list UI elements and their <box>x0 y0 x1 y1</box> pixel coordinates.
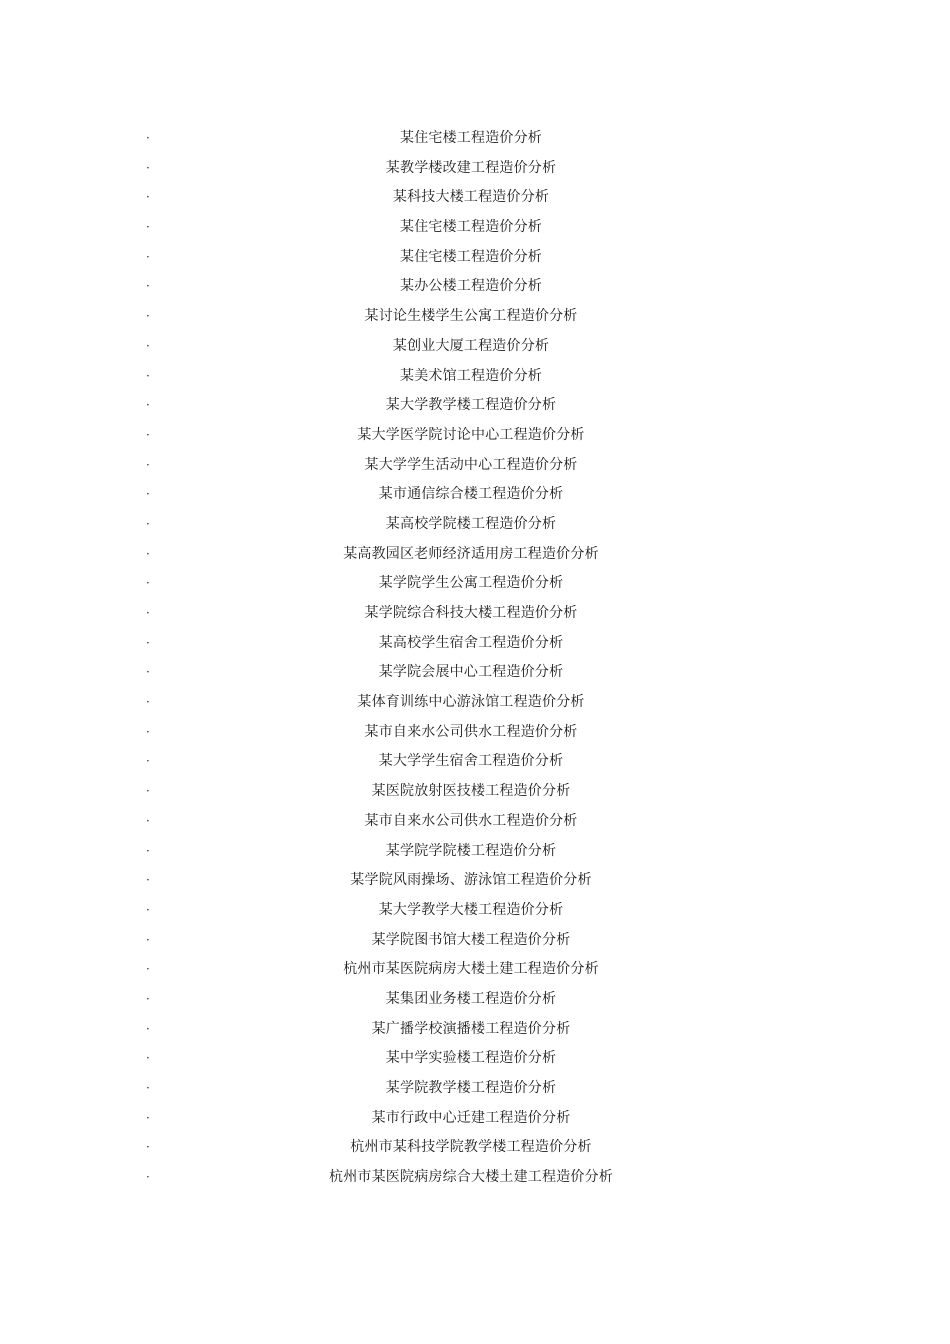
list-item <box>0 926 950 956</box>
list-item <box>0 272 950 302</box>
list-item <box>0 510 950 540</box>
list-item <box>0 1104 950 1134</box>
list-item <box>0 362 950 392</box>
project-title: 某高教园区老师经济适用房工程造价分析 <box>343 545 599 562</box>
list-item <box>0 1044 950 1074</box>
bullet-dot: · <box>146 1110 150 1125</box>
list-item <box>0 302 950 332</box>
bullet-dot: · <box>146 902 150 917</box>
list-item <box>0 955 950 985</box>
bullet-dot: · <box>146 962 150 977</box>
project-title: 某学院学院楼工程造价分析 <box>385 842 557 859</box>
bullet-dot: · <box>146 546 150 561</box>
project-title: 某学院综合科技大楼工程造价分析 <box>364 605 578 621</box>
bullet-dot: · <box>146 695 150 710</box>
project-title: 某住宅楼工程造价分析 <box>400 219 542 236</box>
list-item <box>0 1074 950 1104</box>
list-item <box>0 391 950 421</box>
project-title: 某体育训练中心游泳馆工程造价分析 <box>357 694 585 711</box>
project-title: 某讨论生楼学生公寓工程造价分析 <box>364 308 578 325</box>
project-title: 某高校学生宿舍工程造价分析 <box>378 634 564 651</box>
bullet-dot: · <box>146 1021 150 1036</box>
bullet-dot: · <box>146 932 150 947</box>
bullet-dot: · <box>146 724 150 739</box>
project-title: 某大学教学楼工程造价分析 <box>385 397 557 414</box>
list-item <box>0 896 950 926</box>
bullet-dot: · <box>146 576 150 591</box>
list-item <box>0 213 950 243</box>
list-item <box>0 451 950 481</box>
project-title: 某大学学生宿舍工程造价分析 <box>378 753 564 770</box>
bullet-dot: · <box>146 1140 150 1155</box>
project-title: 某大学教学大楼工程造价分析 <box>378 901 564 918</box>
project-list <box>0 124 950 1193</box>
bullet-dot: · <box>146 338 150 353</box>
list-item <box>0 866 950 896</box>
list-item <box>0 154 950 184</box>
project-title: 某市通信综合楼工程造价分析 <box>378 486 564 503</box>
project-title: 某科技大楼工程造价分析 <box>392 189 550 206</box>
list-item <box>0 1133 950 1163</box>
project-title: 某学院风雨操场、游泳馆工程造价分析 <box>350 872 592 889</box>
project-title: 某住宅楼工程造价分析 <box>400 248 542 265</box>
list-item <box>0 1015 950 1045</box>
project-title: 某办公楼工程造价分析 <box>400 278 542 295</box>
list-item <box>0 124 950 154</box>
project-title: 某集团业务楼工程造价分析 <box>385 990 557 1007</box>
bullet-dot: · <box>146 368 150 383</box>
project-title: 某学院会展中心工程造价分析 <box>378 664 564 681</box>
list-item <box>0 718 950 748</box>
bullet-dot: · <box>146 1081 150 1095</box>
list-item <box>0 837 950 867</box>
bullet-dot: · <box>146 843 150 858</box>
bullet-dot: · <box>146 190 150 205</box>
list-item <box>0 332 950 362</box>
bullet-dot: · <box>146 665 150 680</box>
bullet-dot: · <box>146 873 150 888</box>
bullet-dot: · <box>146 754 150 769</box>
project-title: 某市自来水公司供水工程造价分析 <box>364 723 578 740</box>
project-title: 某创业大厦工程造价分析 <box>392 337 550 354</box>
project-title: 某学院教学楼工程造价分析 <box>385 1080 557 1096</box>
bullet-dot: · <box>146 991 150 1006</box>
list-item <box>0 599 950 629</box>
list-item <box>0 540 950 570</box>
project-title: 某住宅楼工程造价分析 <box>400 130 542 146</box>
bullet-dot: · <box>146 131 150 145</box>
list-item <box>0 421 950 451</box>
list-item <box>0 777 950 807</box>
list-item <box>0 985 950 1015</box>
project-title: 某医院放射医技楼工程造价分析 <box>371 783 571 800</box>
list-item <box>0 480 950 510</box>
project-title: 某教学楼改建工程造价分析 <box>385 159 557 176</box>
project-title: 杭州市某科技学院教学楼工程造价分析 <box>350 1139 592 1156</box>
bullet-dot: · <box>146 606 150 620</box>
bullet-dot: · <box>146 309 150 324</box>
list-item <box>0 688 950 718</box>
bullet-dot: · <box>146 813 150 828</box>
bullet-dot: · <box>146 220 150 235</box>
list-item <box>0 629 950 659</box>
list-item <box>0 243 950 273</box>
bullet-dot: · <box>146 487 150 502</box>
list-item <box>0 807 950 837</box>
list-item <box>0 569 950 599</box>
bullet-dot: · <box>146 249 150 264</box>
project-title: 某学院学生公寓工程造价分析 <box>378 575 564 592</box>
project-title: 某市行政中心迁建工程造价分析 <box>371 1109 571 1126</box>
list-item <box>0 183 950 213</box>
project-title: 杭州市某医院病房综合大楼土建工程造价分析 <box>329 1169 613 1186</box>
bullet-dot: · <box>146 635 150 650</box>
bullet-dot: · <box>146 427 150 442</box>
project-title: 某大学医学院讨论中心工程造价分析 <box>357 426 585 443</box>
list-item <box>0 1163 950 1193</box>
bullet-dot: · <box>146 1170 150 1185</box>
bullet-dot: · <box>146 279 150 294</box>
project-title: 某高校学院楼工程造价分析 <box>385 515 557 532</box>
bullet-dot: · <box>146 516 150 531</box>
bullet-dot: · <box>146 784 150 799</box>
list-item <box>0 747 950 777</box>
project-title: 某大学学生活动中心工程造价分析 <box>364 456 578 473</box>
project-title: 某广播学校演播楼工程造价分析 <box>371 1020 571 1037</box>
project-title: 某市自来水公司供水工程造价分析 <box>364 812 578 829</box>
bullet-dot: · <box>146 160 150 175</box>
bullet-dot: · <box>146 398 150 413</box>
project-title: 某学院图书馆大楼工程造价分析 <box>371 931 571 948</box>
bullet-dot: · <box>146 1051 150 1066</box>
list-item <box>0 658 950 688</box>
bullet-dot: · <box>146 457 150 472</box>
project-title: 某中学实验楼工程造价分析 <box>385 1050 557 1067</box>
project-title: 某美术馆工程造价分析 <box>400 367 542 384</box>
project-title: 杭州市某医院病房大楼土建工程造价分析 <box>343 961 599 978</box>
